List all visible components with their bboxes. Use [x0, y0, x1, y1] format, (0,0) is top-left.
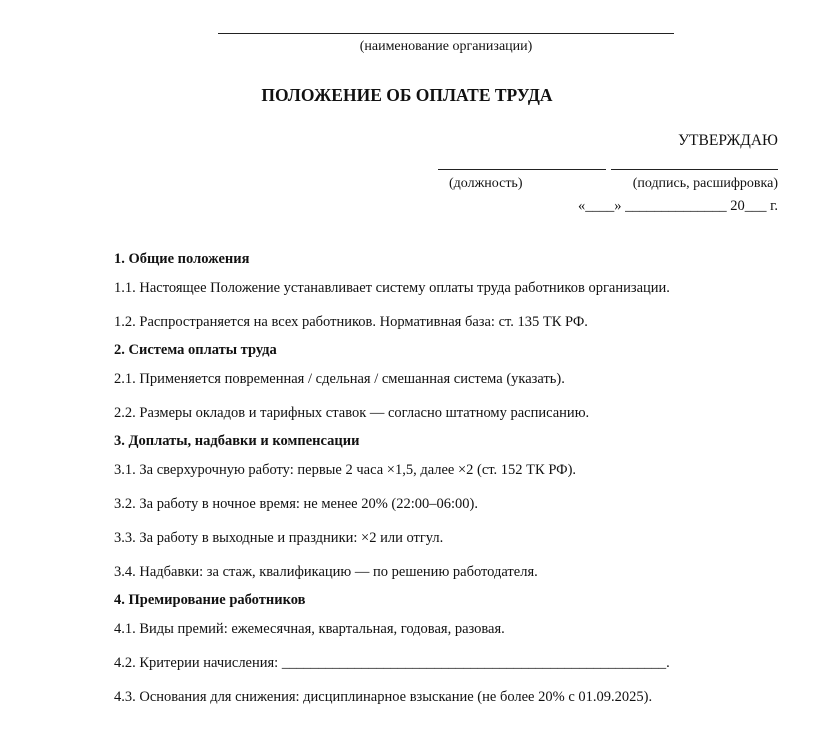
paragraph: 3.4. Надбавки: за стаж, квалификацию — по решению работодателя. [114, 564, 538, 580]
paragraph: 4.1. Виды премий: ежемесячная, квартальная, годовая, разовая. [114, 621, 505, 637]
document-title: ПОЛОЖЕНИЕ ОБ ОПЛАТЕ ТРУДА [261, 85, 553, 105]
paragraph: 2.1. Применяется повременная / сдельная / смешанная система (указать). [114, 371, 565, 387]
paragraph: 1.2. Распространяется на всех работников. Нормативная база: ст. 135 ТК РФ. [114, 314, 588, 330]
section-heading: 3. Доплаты, надбавки и компенсации [114, 433, 360, 449]
position-line [438, 169, 606, 170]
section-heading: 4. Премирование работников [114, 592, 306, 608]
organization-caption: (наименование организации) [359, 39, 533, 54]
signature-caption: (подпись, расшифровка) [632, 176, 778, 191]
document-body [114, 249, 794, 721]
paragraph: 4.2. Критерии начисления: _____________________________________________________. [114, 655, 670, 671]
signature-line [611, 169, 778, 170]
approval-date-line: «____» ______________ 20___ г. [577, 198, 778, 214]
paragraph: 2.2. Размеры окладов и тарифных ставок — согласно штатному расписанию. [114, 405, 590, 421]
paragraph: 3.1. За сверхурочную работу: первые 2 часа ×1,5, далее ×2 (ст. 152 ТК РФ). [114, 462, 577, 478]
section-heading: 2. Система оплаты труда [114, 342, 277, 358]
position-caption: (должность) [449, 176, 523, 191]
paragraph: 1.1. Настоящее Положение устанавливает систему оплаты труда работников организации. [114, 280, 670, 296]
paragraph: 4.3. Основания для снижения: дисциплинарное взыскание (не более 20% с 01.09.2025). [114, 689, 653, 705]
section-heading: 1. Общие положения [114, 251, 250, 267]
approval-label: УТВЕРЖДАЮ [678, 132, 778, 149]
paragraph: 3.2. За работу в ночное время: не менее 20% (22:00–06:00). [114, 496, 479, 512]
paragraph: 3.3. За работу в выходные и праздники: ×2 или отгул. [114, 530, 444, 546]
organization-name-line [218, 33, 674, 34]
